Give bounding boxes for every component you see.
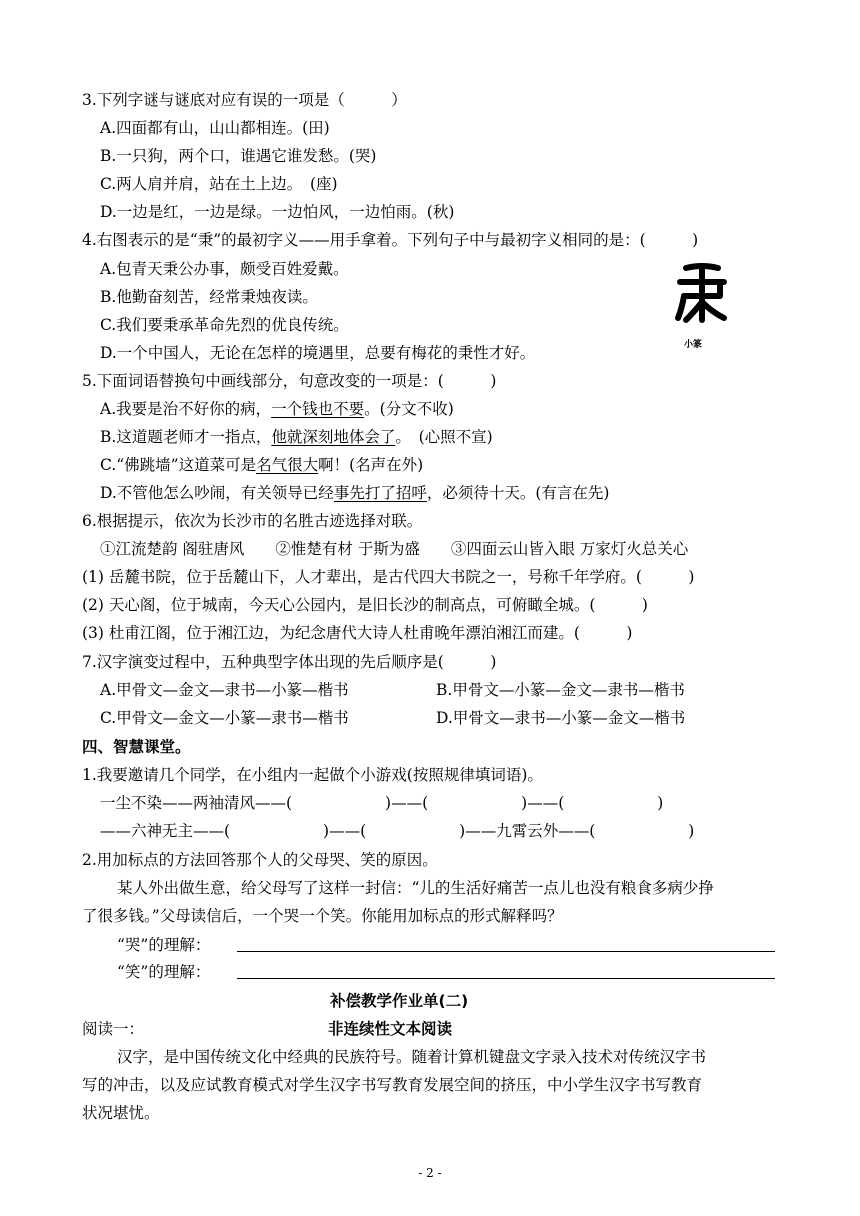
q5-option-c bbox=[100, 455, 423, 475]
q5-stem: 5.下面词语替换句中画线部分，句意改变的一项是：( ) bbox=[82, 372, 497, 390]
q5-a-prefix: A.我要是治不好你的病， bbox=[100, 400, 272, 418]
q6-sub1: (1) 岳麓书院，位于岳麓山下，人才辈出，是古代四大书院之一，号称千年学府。( ) bbox=[82, 568, 695, 586]
q7-option-c: C.甲骨文—金文—小篆—隶书—楷书 bbox=[100, 709, 349, 727]
q4-option-b: B.他勤奋刻苦，经常秉烛夜读。 bbox=[100, 288, 318, 306]
s4-q1-stem: 1.我要邀请几个同学，在小组内一起做个小游戏(按照规律填词语)。 bbox=[82, 766, 543, 784]
q5-d-prefix: D.不管他怎么吵闹，有关领导已经 bbox=[100, 484, 334, 502]
q3-option-a: A.四面都有山，山山都相连。(田) bbox=[100, 119, 330, 137]
seal-script-caption: 小篆 bbox=[684, 340, 703, 350]
q4-stem: 4.右图表示的是“秉”的最初字义——用手拿着。下列句子中与最初字义相同的是：( ) bbox=[82, 231, 699, 249]
reading-para-line2: 写的冲击，以及应试教育模式对学生汉字书写教育发展空间的挤压，中小学生汉字书写教育 bbox=[82, 1076, 703, 1094]
reading-para-line1: 汉字，是中国传统文化中经典的民族符号。随着计算机键盘文字录入技术对传统汉字书 bbox=[117, 1048, 707, 1066]
q5-d-underlined: 事先打了招呼 bbox=[333, 484, 427, 502]
reading-label: 阅读一： bbox=[82, 1020, 145, 1038]
page-number: - 2 - bbox=[418, 1166, 442, 1180]
cry-answer-line[interactable] bbox=[237, 951, 775, 952]
q7-option-d: D.甲骨文—隶书—小篆—金文—楷书 bbox=[436, 709, 686, 727]
q5-d-suffix: ，必须待十天。(有言在先) bbox=[426, 484, 610, 502]
q7-stem: 7.汉字演变过程中，五种典型字体出现的先后顺序是( ) bbox=[82, 653, 497, 671]
q5-b-underlined: 他就深刻地体会了 bbox=[271, 428, 396, 446]
q5-b-prefix: B.这道题老师才一指点， bbox=[100, 428, 272, 446]
laugh-label: “笑”的理解： bbox=[117, 963, 211, 981]
section-4-heading: 四、智慧课堂。 bbox=[82, 738, 191, 756]
q5-option-b bbox=[100, 427, 493, 447]
q5-a-underlined: 一个钱也不要 bbox=[271, 400, 365, 418]
q3-option-d: D.一边是红，一边是绿。一边怕风，一边怕雨。(秋) bbox=[100, 203, 455, 221]
worksheet-title: 补偿教学作业单(二) bbox=[330, 992, 469, 1010]
q7-option-b: B.甲骨文—小篆—金文—隶书—楷书 bbox=[436, 681, 685, 699]
reading-para-line3: 状况堪忧。 bbox=[82, 1104, 160, 1122]
q7-option-a: A.甲骨文—金文—隶书—小篆—楷书 bbox=[100, 681, 349, 699]
q3-option-b: B.一只狗，两个口，谁遇它谁发愁。(哭) bbox=[100, 147, 377, 165]
s4-q1-line1: 一尘不染——两袖清风——( )——( )——( ) bbox=[100, 794, 664, 812]
s4-q1-line2: ——六神无主——( )——( )——九霄云外——( ) bbox=[100, 822, 695, 840]
q4-option-a: A.包青天秉公办事，颇受百姓爱戴。 bbox=[100, 260, 349, 278]
laugh-answer-line[interactable] bbox=[237, 978, 775, 979]
q6-sub2: (2) 天心阁，位于城南，今天心公园内，是旧长沙的制高点，可俯瞰全城。( ) bbox=[82, 596, 648, 614]
reading-title: 非连续性文本阅读 bbox=[328, 1020, 453, 1038]
q6-stem: 6.根据提示，依次为长沙市的名胜古迹选择对联。 bbox=[82, 512, 423, 530]
q6-couplet-options: ①江流楚韵 阁驻唐风 ②惟楚有材 于斯为盛 ③四面云山皆入眼 万家灯火总关心 bbox=[100, 540, 689, 558]
q5-c-prefix: C.“佛跳墙”这道菜可是 bbox=[100, 456, 257, 474]
q4-option-c: C.我们要秉承革命先烈的优良传统。 bbox=[100, 316, 349, 334]
q5-a-suffix: 。(分文不收) bbox=[364, 400, 454, 418]
q3-stem: 3.下列字谜与谜底对应有误的一项是（ ） bbox=[82, 91, 407, 109]
q5-option-a bbox=[100, 399, 454, 419]
seal-script-bing-image bbox=[672, 262, 732, 324]
q5-option-d bbox=[100, 483, 609, 503]
q4-option-d: D.一个中国人，无论在怎样的境遇里，总要有梅花的秉性才好。 bbox=[100, 344, 536, 362]
s4-q2-stem: 2.用加标点的方法回答那个人的父母哭、笑的原因。 bbox=[82, 851, 438, 869]
s4-q2-para-line1: 某人外出做生意，给父母写了这样一封信：“儿的生活好痛苦一点儿也没有粮食多病少挣 bbox=[117, 879, 714, 897]
q5-b-suffix: 。 (心照不宣) bbox=[395, 428, 493, 446]
s4-q2-para-line2: 了很多钱。”父母读信后，一个哭一个笑。你能用加标点的形式解释吗？ bbox=[82, 907, 563, 925]
q5-c-suffix: 啊！(名声在外) bbox=[318, 456, 424, 474]
cry-label: “哭”的理解： bbox=[117, 936, 211, 954]
q3-option-c: C.两人肩并肩，站在土上边。 (座) bbox=[100, 175, 338, 193]
q6-sub3: (3) 杜甫江阁，位于湘江边，为纪念唐代大诗人杜甫晚年漂泊湘江而建。( ) bbox=[82, 624, 633, 642]
q5-c-underlined: 名气很大 bbox=[256, 456, 319, 474]
